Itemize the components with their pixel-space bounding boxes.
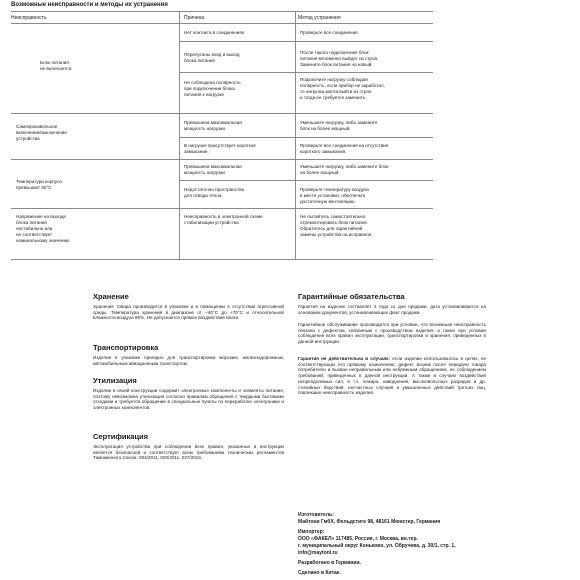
method-cell: Проверьте все соединения xyxy=(300,30,358,35)
column-divider xyxy=(295,11,296,259)
certification-heading: Сертификация xyxy=(93,432,149,441)
row-rule xyxy=(179,137,433,138)
manufacturer-address: Майтони ГмбХ, Фельдстиге 98, 48161 Мюнстер, Германия xyxy=(298,519,441,525)
method-cell: Проверьте температуру воздуха в месте установки, обеспечьте достаточную вентиляцию. xyxy=(300,187,369,204)
malfunction-cell: Напряжение на выходе блока питания нестабильно или не соответствует номинальному значению xyxy=(16,214,70,243)
row-rule xyxy=(11,159,433,160)
row-rule xyxy=(179,41,433,42)
row-rule xyxy=(179,72,433,73)
transport-text: Изделия в упаковке пригодно для транспортировки морским, железнодорожным, автомобильным авиационным транспортом. xyxy=(93,355,284,366)
disposal-text: Изделие в своей конструкции содержит электронные компоненты и элементы питания, поэтому невозможна утилизация согласно правилам обращения с твердыми бытовыми отходами и требуется обращение в специальные пункты по переработке электроники и электронных компонентов. xyxy=(93,388,284,411)
warranty-exclusions xyxy=(298,356,486,396)
row-rule xyxy=(179,180,433,181)
malfunction-cell: Самопроизвольное включение/выключение устройства xyxy=(16,124,67,141)
importer-label: Импортер: xyxy=(298,529,325,535)
column-header-malfunction: Неисправность xyxy=(11,15,47,21)
column-header-cause: Причина xyxy=(184,15,205,21)
storage-text: Хранение товара производится в упаковке и в помещении в отсутствии агрессивной среды. Температура хранения в диапазоне от –40°С до +70°С и относительной влажности воздуха 95%. Не допускается прямое воздействие влаги. xyxy=(93,304,284,321)
cause-cell: Неисправность в электронной схеме стабилизации устройства xyxy=(184,214,263,225)
row-rule xyxy=(11,113,433,114)
warranty-exclusions-text: если изделие использовалось в целях, не соответствующих его прямому назначению; дефект возник после передачи товара потребителю и вызван неправильным или небрежным обращением, не соблюдением требований, приведенных в данной инструкции. А также в случаях воздействия непреодолимых сил, в т.ч. пожара, наводнения, высоковольтных разрядов и др. стихийных бедствий, несчастных случаев и умышленных действий третьих лиц, повлекших неисправность изделия. xyxy=(298,356,487,396)
warranty-paragraph: Гарантийное обслуживание производится при условии, что возникшая неисправность связана с дефектом, связанным с производством изделия, а также при условии соблюдения всех правил эксплуатации, транспортировки и хранения, приведенных в данной инструкции. xyxy=(298,322,486,345)
column-divider xyxy=(179,11,180,259)
cause-cell: Нет контакта в соединениях xyxy=(184,30,245,35)
warranty-paragraph: Гарантия на изделие составляет 3 года со дня продажи, дата устанавливается на основании документов, устанавливающих факт продажи. xyxy=(298,304,486,315)
table-bottom-rule xyxy=(11,259,433,260)
method-cell: Не пытайтесь самостоятельно отремонтировать блок питания. Обратитесь для гарантийной замены устройства на исправное. xyxy=(300,214,373,237)
method-cell: После такого подключения блок питания мгновенно выйдет из строя. Замените блок питания на новый. xyxy=(300,50,379,67)
designed-in: Разработано в Германии. xyxy=(298,560,361,566)
cause-cell: В нагрузке присутствует короткое замыкание. xyxy=(184,143,256,154)
made-in: Сделано в Китае. xyxy=(298,570,341,576)
method-cell: Уменьшите нагрузку, либо замените блок на более мощный. xyxy=(300,164,389,175)
malfunction-cell: Температура корпуса превышает 60°С xyxy=(16,179,62,190)
cause-cell: Не соблюдена полярность при подключении блока питания к нагрузке xyxy=(184,80,241,97)
importer-address: г. муниципальный округ Коньково, ул. Обручева, д. 30/1, стр. 1, xyxy=(298,543,456,549)
importer-email: info@maytoni.ru xyxy=(298,550,338,556)
page-title: Возможные неисправности и методы их устранения xyxy=(11,2,168,8)
method-cell: Проверьте все соединения на отсутствие короткого замыкания. xyxy=(300,143,389,154)
table-top-rule xyxy=(11,11,433,12)
manufacturer-label: Изготовитель: xyxy=(298,512,334,518)
cause-cell: Перепутаны вход и выход блока питания xyxy=(184,52,240,63)
method-cell: Уменьшите нагрузку, либо замените блок на более мощный. xyxy=(300,120,378,131)
header-rule xyxy=(11,23,433,24)
cause-cell: Превышена максимальная мощность нагрузки. xyxy=(184,120,242,131)
warranty-exclusions-label: Гарантия не действительна в случаях: xyxy=(298,356,391,361)
malfunction-cell: Блок питания не включается. xyxy=(40,60,73,71)
cause-cell: Превышена максимальная мощность нагрузки xyxy=(184,164,242,175)
method-cell: Подключите нагрузку соблюдая полярность, если прибор не заработал, то нагрузка могла выйти из строя и тогда ее требуется заменить. xyxy=(300,77,385,100)
importer-address: ООО «ФАКЕЛ» 117485, Россия, г. Москва, вн.тер. xyxy=(298,536,418,542)
column-header-method: Метод устранения xyxy=(298,15,341,21)
disposal-heading: Утилизация xyxy=(93,376,137,385)
storage-heading: Хранение xyxy=(93,292,129,301)
row-rule xyxy=(11,208,433,209)
warranty-heading: Гарантийные обязательства xyxy=(298,292,405,301)
certification-text: Эксплуатация устройства при соблюдении всех правил, указанных в инструкции является безопасной и соответствует всем требованиям технических регламентов Таможенного Союза: 004/2011, 020/2011, 037/2016. xyxy=(93,444,284,461)
transport-heading: Транспортировка xyxy=(93,343,159,352)
cause-cell: Недостаточно пространства для отвода тепла. xyxy=(184,187,245,198)
